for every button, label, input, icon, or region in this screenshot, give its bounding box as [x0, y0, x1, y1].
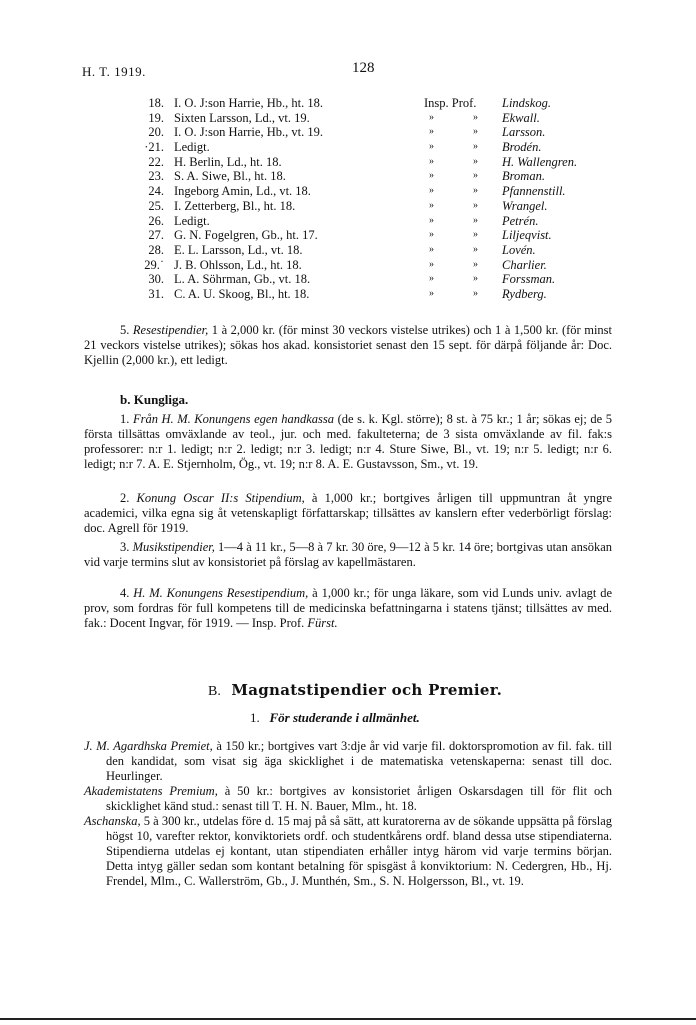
- section-heading-kungliga: b. Kungliga.: [120, 392, 189, 407]
- ditto-mark: »: [473, 229, 478, 241]
- running-header: H. T. 1919.: [82, 64, 146, 79]
- stipend-list: [138, 96, 618, 302]
- list-item: [138, 155, 618, 170]
- holder-name: E. L. Larsson, Ld., vt. 18.: [174, 242, 303, 257]
- entry-title: J. M. Agardhska Premiet,: [84, 739, 213, 753]
- paragraph-title: Konung Oscar II:s Stipendium,: [136, 491, 305, 505]
- list-item: [138, 140, 618, 155]
- item-number: 26.: [148, 213, 164, 228]
- ditto-mark: »: [429, 258, 434, 270]
- ditto-mark: »: [473, 199, 478, 211]
- list-item: [138, 228, 618, 243]
- page-number: 128: [352, 60, 375, 76]
- subsection-title-text: För studerande i allmänhet.: [269, 710, 420, 725]
- paragraph-text: à 1,000 kr.; för unga läkare, som vid Lunds univ. avlagt de prov, som fordras för full kompetens till de medicinska befattningarna i statens tjänst; tillsättes av med. fak.: Docent Ingvar, för 1919. — Insp. Prof.: [84, 586, 612, 630]
- holder-name: Ledigt.: [174, 213, 210, 228]
- holder-name: S. A. Siwe, Bl., ht. 18.: [174, 169, 286, 184]
- professor-name: Lindskog.: [502, 96, 551, 110]
- holder-name: I. O. J:son Harrie, Hb., ht. 18.: [174, 96, 323, 110]
- item-number: 27.: [148, 228, 164, 243]
- paragraph-text: (de s. k. Kgl. större); 8 st. à 75 kr.; 1 år; sökas ej; de 5 första tillsättas omväxlande av teol., jur. och med. fakulteterna; de 3 sista omväxlande av fil. fak:s professorer: n:r 1. ledigt; n:r 2. ledigt; n:r 3. ledigt; n:r 4. Sture Siwe, Bl., vt. 19; n:r 5. ledigt; n:r 6. ledigt; n:r 7. A. E. Stjernholm, Ög., vt. 19; n:r 8. A. E. Gustavsson, Sm., vt. 19.: [84, 412, 612, 471]
- premium-entry: [84, 739, 612, 784]
- paragraph-number: 4.: [120, 586, 130, 600]
- paragraph-text: 1—4 à 11 kr., 5—8 à 7 kr. 30 öre, 9—12 à 5 kr. 14 öre; bortgivas utan ansökan vid varje termins slut av konsistoriet på förslag av kapellmästaren.: [84, 540, 612, 569]
- professor-name: Brodén.: [502, 140, 542, 155]
- paragraph-title: Från H. M. Konungens egen handkassa: [132, 412, 335, 426]
- ditto-mark: »: [429, 111, 434, 123]
- professor-name: Liljeqvist.: [502, 228, 552, 243]
- premium-entry: [84, 784, 612, 814]
- list-item: [138, 169, 618, 184]
- professor-name: H. Wallengren.: [502, 154, 578, 169]
- holder-name: L. A. Söhrman, Gb., vt. 18.: [174, 272, 311, 287]
- professor-name: Petrén.: [502, 213, 539, 228]
- list-item: [138, 243, 618, 258]
- paragraph-number: 1.: [120, 412, 130, 426]
- list-item: [138, 199, 618, 214]
- list-item: [138, 287, 618, 302]
- list-item: [138, 272, 618, 287]
- item-number: 31.: [148, 286, 164, 301]
- inspector-label: Insp. Prof.: [424, 96, 477, 110]
- list-item: [138, 125, 618, 140]
- holder-name: C. A. U. Skoog, Bl., ht. 18.: [174, 286, 310, 301]
- ditto-mark: »: [429, 185, 434, 197]
- ditto-mark: »: [473, 214, 478, 226]
- ditto-mark: »: [473, 126, 478, 138]
- item-number: 19.: [148, 110, 164, 125]
- paragraph-title: H. M. Konungens Resestipendium,: [133, 586, 309, 600]
- item-number: 30.: [148, 272, 164, 287]
- ditto-mark: »: [473, 170, 478, 182]
- item-number: ·21.: [144, 140, 164, 155]
- bottom-border-line: [0, 1018, 696, 1020]
- ditto-mark: »: [473, 287, 478, 299]
- ditto-mark: »: [429, 141, 434, 153]
- subsection-number: 1.: [250, 710, 260, 725]
- professor-name: Lovén.: [502, 242, 536, 257]
- item-number: 24.: [148, 184, 164, 199]
- professor-name: Forssman.: [502, 272, 556, 287]
- entry-text: à 150 kr.; bortgives vart 3:dje år vid varje fil. doktorspromotion av fil. fak. till den kandidat, som visat sig äga skicklighet i de matematiska vetenskaperna: senast till doc. Heurlinger.: [106, 739, 612, 783]
- paragraph-kungliga-1: [84, 412, 612, 472]
- holder-name: Ledigt.: [174, 140, 210, 155]
- item-number: 29.˙: [144, 257, 164, 272]
- item-number: 25.: [148, 198, 164, 213]
- item-number: 20.: [148, 125, 164, 140]
- section-letter: B.: [208, 684, 221, 699]
- section-title-text: Magnatstipendier och Premier.: [231, 681, 503, 699]
- ditto-mark: »: [473, 155, 478, 167]
- holder-name: I. O. J:son Harrie, Hb., vt. 19.: [174, 125, 323, 140]
- professor-name: Larsson.: [502, 125, 546, 140]
- paragraph-end-name: Fürst.: [307, 616, 338, 630]
- paragraph-kungliga-4: [84, 586, 612, 631]
- ditto-mark: »: [429, 214, 434, 226]
- professor-name: Ekwall.: [502, 110, 540, 125]
- ditto-mark: »: [429, 155, 434, 167]
- ditto-mark: »: [473, 273, 478, 285]
- section-title-magnatstipendier: [208, 681, 502, 700]
- entry-text: 5 à 300 kr., utdelas före d. 15 maj på så sätt, att kuratorerna av de sökande uppsätta på förslag högst 10, varefter rektor, konviktoriets ordf. och studentkårens ordf. bland dessa utse stipendiaterna. Stipendierna utdelas ej kontant, utan stipendiaten erhåller intyg härom vid varje termins början. Detta intyg gäller sedan som kontant betalning för spisgäst å konviktorium: N. Cedergren, Hb., Hj. Frendel, Mlm., C. Wallerström, Gb., J. Munthén, Sm., S. N. Holgersson, Bl., vt. 19.: [106, 814, 612, 888]
- premium-entries: [84, 739, 612, 889]
- ditto-mark: »: [473, 141, 478, 153]
- premium-entry: [84, 814, 612, 889]
- ditto-mark: »: [473, 111, 478, 123]
- holder-name: Ingeborg Amin, Ld., vt. 18.: [174, 184, 311, 199]
- paragraph-kungliga-2: [84, 491, 612, 536]
- holder-name: Sixten Larsson, Ld., vt. 19.: [174, 110, 310, 125]
- ditto-mark: »: [429, 243, 434, 255]
- entry-title: Aschanska,: [84, 814, 141, 828]
- professor-name: Rydberg.: [502, 286, 547, 301]
- paragraph-number: 3.: [120, 540, 130, 554]
- holder-name: J. B. Ohlsson, Ld., ht. 18.: [174, 257, 302, 272]
- ditto-mark: »: [473, 258, 478, 270]
- entry-text: à 50 kr.: bortgives av konsistoriet årligen Oskarsdagen till för flit och skicklighet känd stud.: senast till T. H. N. Bauer, Mlm., ht. 18.: [106, 784, 612, 813]
- entry-title: Akademistatens Premium,: [84, 784, 218, 798]
- paragraph-title: Musikstipendier,: [132, 540, 215, 554]
- item-number: 23.: [148, 169, 164, 184]
- list-item: [138, 214, 618, 229]
- holder-name: H. Berlin, Ld., ht. 18.: [174, 154, 282, 169]
- professor-name: Broman.: [502, 169, 545, 184]
- list-item: [138, 258, 618, 273]
- paragraph-text: 1 à 2,000 kr. (för minst 30 veckors vistelse utrikes) och 1 à 1,500 kr. (för minst 21 veckors vistelse utrikes); sökas hos akad. konsistoriet senast den 15 sept. för därpå följande år: Doc. Kjellin (2,000 kr.), ett ledigt.: [84, 323, 613, 367]
- ditto-mark: »: [429, 287, 434, 299]
- list-item: [138, 111, 618, 126]
- list-item: [138, 184, 618, 199]
- paragraph-title: Resestipendier,: [132, 323, 209, 337]
- ditto-mark: »: [473, 185, 478, 197]
- item-number: 28.: [148, 242, 164, 257]
- holder-name: I. Zetterberg, Bl., ht. 18.: [174, 198, 296, 213]
- professor-name: Wrangel.: [502, 198, 548, 213]
- subsection-title: [250, 710, 420, 726]
- ditto-mark: »: [429, 126, 434, 138]
- ditto-mark: »: [473, 243, 478, 255]
- holder-name: G. N. Fogelgren, Gb., ht. 17.: [174, 228, 318, 243]
- list-item: [138, 96, 618, 111]
- paragraph-number: 2.: [120, 491, 130, 505]
- ditto-mark: »: [429, 273, 434, 285]
- paragraph-text: à 1,000 kr.; bortgives årligen till uppmuntran åt yngre academici, vilka egna sig åt vetenskapligt författarskap; tillsättes av kanslern efter vederbörligt förslag: doc. Agrell för 1919.: [84, 491, 613, 535]
- paragraph-kungliga-3: [84, 540, 612, 570]
- paragraph-number: 5.: [120, 323, 130, 337]
- item-number: 22.: [148, 154, 164, 169]
- ditto-mark: »: [429, 229, 434, 241]
- ditto-mark: »: [429, 199, 434, 211]
- professor-name: Charlier.: [502, 257, 547, 272]
- ditto-mark: »: [429, 170, 434, 182]
- item-number: 18.: [148, 96, 164, 110]
- professor-name: Pfannenstill.: [502, 184, 566, 199]
- paragraph-resestipendier: [84, 323, 612, 368]
